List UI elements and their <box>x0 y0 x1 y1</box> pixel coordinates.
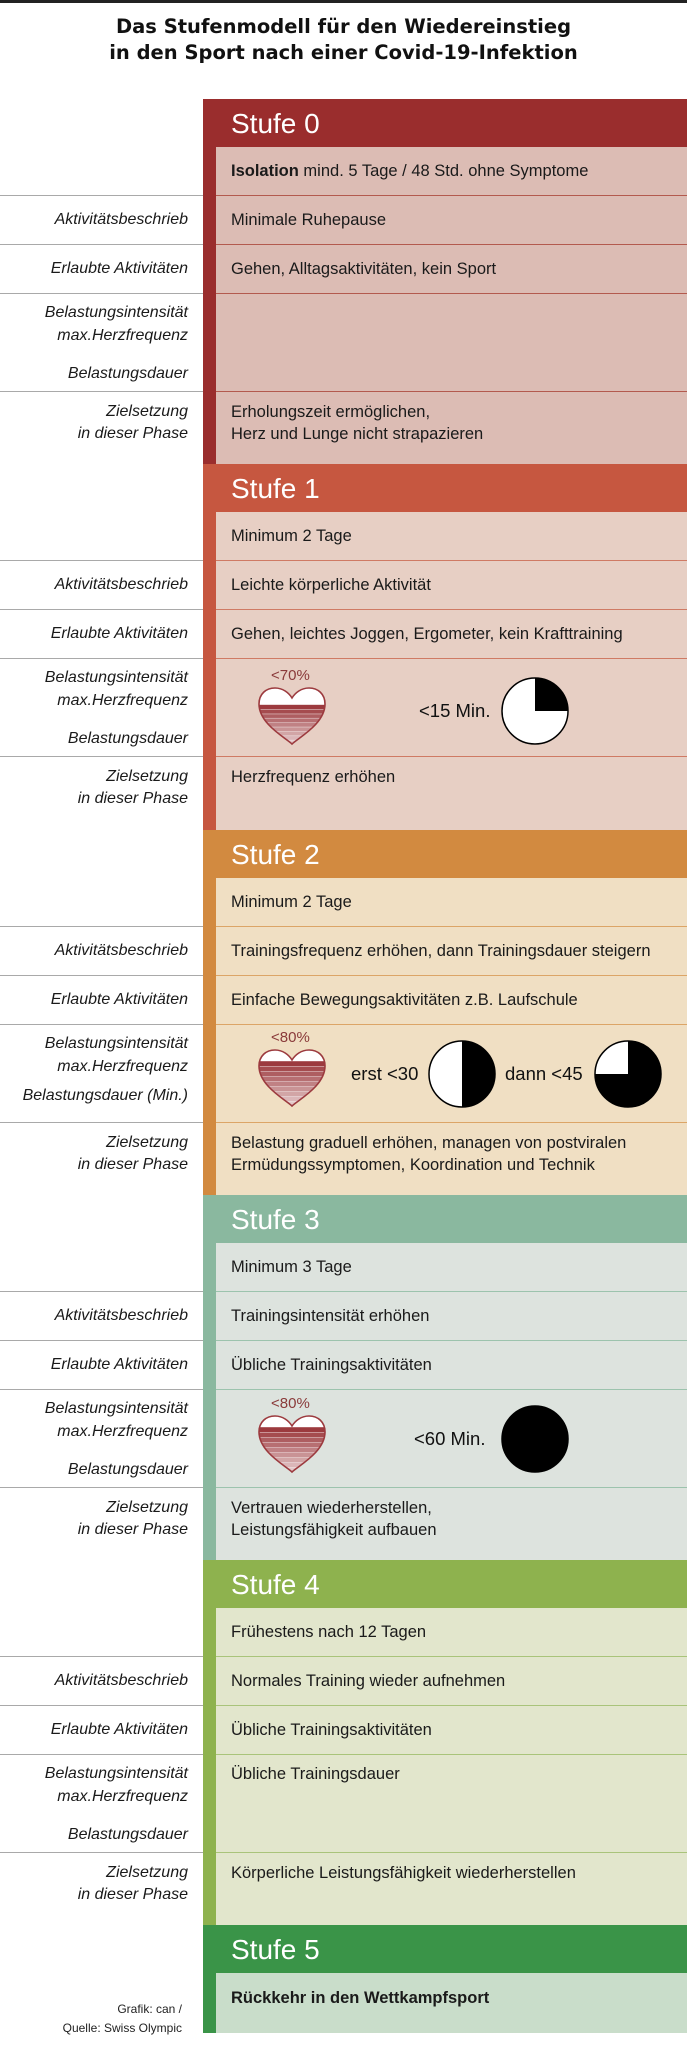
stage-0-duration-rest: mind. 5 Tage / 48 Std. ohne Symptome <box>298 162 589 180</box>
label-divider <box>0 1852 203 1853</box>
stage-4 <box>0 1560 687 1925</box>
label-activity: Aktivitätsbeschrieb <box>54 211 188 228</box>
stage-4-activity: Normales Training wieder aufnehmen <box>231 1672 506 1690</box>
stage-3 <box>0 1195 687 1560</box>
stage-1 <box>0 464 687 830</box>
stage-2-header <box>203 830 687 878</box>
row-divider <box>216 195 687 196</box>
label-divider <box>0 195 203 196</box>
label-intensity: Belastungsintensität <box>44 669 188 686</box>
stage-5-title: Stufe 5 <box>231 1934 320 1965</box>
stage-4-bar <box>203 1560 216 1925</box>
stage-1-allowed: Gehen, leichtes Joggen, Ergometer, kein Krafttraining <box>231 625 623 643</box>
row-divider <box>216 293 687 294</box>
stage-3-time: <60 Min. <box>414 1428 486 1449</box>
heart-fill-band <box>256 1457 328 1462</box>
clock-fill <box>535 678 568 711</box>
stage-5-text <box>231 1987 489 2009</box>
label-divider <box>0 926 203 927</box>
row-divider <box>216 1852 687 1853</box>
label-goal: Zielsetzung <box>106 1864 188 1881</box>
row-divider <box>216 1389 687 1390</box>
stage-1-time: <15 Min. <box>419 700 491 721</box>
label-duration: Belastungsdauer <box>67 1461 188 1478</box>
stage-2-goal-line-2: Ermüdungssymptomen, Koordination und Technik <box>231 1156 595 1174</box>
stage-4-header <box>203 1560 687 1608</box>
stage-2-heart-percent: <80% <box>271 1029 310 1046</box>
stage-5-text-bold: Rückkehr in den Wettkampfsport <box>231 1989 490 2007</box>
label-allowed: Erlaubte Aktivitäten <box>50 1356 188 1373</box>
row-divider <box>216 560 687 561</box>
clock-fill <box>462 1041 495 1107</box>
label-goal-phase: in dieser Phase <box>77 1521 188 1538</box>
stage-0-allowed: Gehen, Alltagsaktivitäten, kein Sport <box>231 260 497 278</box>
label-divider <box>0 1754 203 1755</box>
clock-icon <box>593 1039 663 1109</box>
label-duration: Belastungsdauer <box>67 1826 188 1843</box>
label-activity: Aktivitätsbeschrieb <box>54 942 188 959</box>
label-allowed: Erlaubte Aktivitäten <box>50 260 188 277</box>
heart-icon <box>256 1046 328 1110</box>
heart-fill-band <box>256 1096 328 1101</box>
label-heart-rate: max.Herzfrequenz <box>57 1058 188 1075</box>
stage-0 <box>0 99 687 464</box>
stage-0-goal-line-1: Erholungszeit ermöglichen, <box>231 403 431 421</box>
title-line-1: Das Stufenmodell für den Wiedereinstieg <box>115 15 572 38</box>
row-divider <box>216 658 687 659</box>
label-divider <box>0 1122 203 1123</box>
stage-0-activity: Minimale Ruhepause <box>231 211 387 229</box>
stage-2-title: Stufe 2 <box>231 839 320 870</box>
stage-3-bar <box>203 1195 216 1560</box>
label-divider <box>0 293 203 294</box>
label-intensity: Belastungsintensität <box>44 1765 188 1782</box>
stage-2-duration: Minimum 2 Tage <box>231 893 352 911</box>
stage-1-bar <box>203 464 216 830</box>
stage-1-title: Stufe 1 <box>231 473 320 504</box>
stage-4-duration: Frühestens nach 12 Tagen <box>231 1623 427 1641</box>
label-heart-rate: max.Herzfrequenz <box>57 1423 188 1440</box>
label-intensity: Belastungsintensität <box>44 1400 188 1417</box>
label-goal: Zielsetzung <box>106 403 188 420</box>
label-divider <box>0 1340 203 1341</box>
stage-3-header <box>203 1195 687 1243</box>
label-heart-rate: max.Herzfrequenz <box>57 327 188 344</box>
clock-fill <box>502 1406 568 1472</box>
stage-3-title: Stufe 3 <box>231 1204 320 1235</box>
page-title <box>0 14 687 66</box>
label-divider <box>0 244 203 245</box>
clock-icon <box>427 1039 497 1109</box>
heart-fill-band <box>256 1076 328 1081</box>
heart-fill-band <box>256 1091 328 1096</box>
label-divider <box>0 1705 203 1706</box>
stage-1-heart-percent: <70% <box>271 667 310 684</box>
credit-line-2: Quelle: Swiss Olympic <box>62 2021 182 2035</box>
title-line-2: in den Sport nach einer Covid-19-Infektion <box>109 41 578 64</box>
label-goal-phase: in dieser Phase <box>77 790 188 807</box>
row-divider <box>216 926 687 927</box>
stage-3-goal-line-2: Leistungsfähigkeit aufbauen <box>231 1521 437 1539</box>
label-divider <box>0 609 203 610</box>
stage-1-activity: Leichte körperliche Aktivität <box>231 576 431 594</box>
stage-3-duration: Minimum 3 Tage <box>231 1258 352 1276</box>
label-divider <box>0 1024 203 1025</box>
stage-2 <box>0 830 687 1195</box>
heart-fill-band <box>256 1086 328 1091</box>
label-intensity: Belastungsintensität <box>44 1035 188 1052</box>
stage-0-header <box>203 99 687 147</box>
label-duration: Belastungsdauer <box>67 365 188 382</box>
row-divider <box>216 756 687 757</box>
row-divider <box>216 1487 687 1488</box>
stage-2-time-first: erst <30 <box>351 1063 419 1084</box>
label-goal-phase: in dieser Phase <box>77 425 188 442</box>
label-allowed: Erlaubte Aktivitäten <box>50 625 188 642</box>
label-divider <box>0 560 203 561</box>
stage-4-title: Stufe 4 <box>231 1569 320 1600</box>
stage-5-header <box>203 1925 687 1973</box>
label-allowed: Erlaubte Aktivitäten <box>50 991 188 1008</box>
credit <box>63 2000 182 2038</box>
heart-icon <box>256 1412 328 1476</box>
label-goal-phase: in dieser Phase <box>77 1886 188 1903</box>
label-duration-min: Belastungsdauer (Min.) <box>22 1087 188 1104</box>
row-divider <box>216 1122 687 1123</box>
clock-icon <box>500 1404 570 1474</box>
label-activity: Aktivitätsbeschrieb <box>54 576 188 593</box>
row-divider <box>216 1754 687 1755</box>
stage-4-goal-line-1: Körperliche Leistungsfähigkeit wiederherstellen <box>231 1864 576 1882</box>
heart-fill-band <box>256 1432 328 1437</box>
row-divider <box>216 1340 687 1341</box>
stage-2-goal-line-1: Belastung graduell erhöhen, managen von postviralen <box>231 1134 627 1152</box>
stage-1-duration: Minimum 2 Tage <box>231 527 352 545</box>
stage-0-title: Stufe 0 <box>231 108 320 139</box>
row-divider <box>216 391 687 392</box>
label-heart-rate: max.Herzfrequenz <box>57 692 188 709</box>
heart-fill-band <box>256 1427 328 1432</box>
heart-icon <box>256 684 328 748</box>
stage-0-goal-line-2: Herz und Lunge nicht strapazieren <box>231 425 484 443</box>
label-heart-rate: max.Herzfrequenz <box>57 1788 188 1805</box>
heart-fill-band <box>256 1452 328 1457</box>
row-divider <box>216 1291 687 1292</box>
stage-3-goal-line-1: Vertrauen wiederherstellen, <box>231 1499 432 1517</box>
heart-fill-band <box>256 705 328 710</box>
label-divider <box>0 658 203 659</box>
label-goal-phase: in dieser Phase <box>77 1156 188 1173</box>
top-rule <box>0 0 687 3</box>
heart-fill-band <box>256 1442 328 1447</box>
label-divider <box>0 975 203 976</box>
label-duration: Belastungsdauer <box>67 730 188 747</box>
heart-fill-band <box>256 1066 328 1071</box>
label-divider <box>0 1389 203 1390</box>
label-activity: Aktivitätsbeschrieb <box>54 1672 188 1689</box>
clock-icon <box>500 676 570 746</box>
stage-4-allowed: Übliche Trainingsaktivitäten <box>231 1721 432 1739</box>
row-divider <box>216 244 687 245</box>
stage-2-activity: Trainingsfrequenz erhöhen, dann Trainingsdauer steigern <box>231 942 651 960</box>
credit-line-1: Grafik: can / <box>117 2002 182 2016</box>
row-divider <box>216 1656 687 1657</box>
label-divider <box>0 1487 203 1488</box>
label-divider <box>0 1656 203 1657</box>
heart-fill-band <box>256 1437 328 1442</box>
row-divider <box>216 1024 687 1025</box>
stage-2-bar <box>203 830 216 1195</box>
label-goal: Zielsetzung <box>106 1499 188 1516</box>
heart-fill-band <box>256 1071 328 1076</box>
label-intensity: Belastungsintensität <box>44 304 188 321</box>
label-allowed: Erlaubte Aktivitäten <box>50 1721 188 1738</box>
stage-3-heart-percent: <80% <box>271 1395 310 1412</box>
stage-3-activity: Trainingsintensität erhöhen <box>231 1307 430 1325</box>
stage-2-time-then: dann <45 <box>505 1063 583 1084</box>
stage-0-duration-bold: Isolation <box>231 162 299 180</box>
row-divider <box>216 609 687 610</box>
label-divider <box>0 1291 203 1292</box>
stage-1-goal-line-1: Herzfrequenz erhöhen <box>231 768 396 786</box>
label-activity: Aktivitätsbeschrieb <box>54 1307 188 1324</box>
row-divider <box>216 975 687 976</box>
stage-3-allowed: Übliche Trainingsaktivitäten <box>231 1356 432 1374</box>
label-goal: Zielsetzung <box>106 768 188 785</box>
row-divider <box>216 1705 687 1706</box>
stage-2-allowed: Einfache Bewegungsaktivitäten z.B. Laufschule <box>231 991 578 1009</box>
heart-fill-band <box>256 1462 328 1467</box>
heart-fill-band <box>256 1061 328 1066</box>
label-divider <box>0 756 203 757</box>
label-divider <box>0 391 203 392</box>
stage-1-header <box>203 464 687 512</box>
stage-0-duration <box>231 160 588 182</box>
stage-4-intensity: Übliche Trainingsdauer <box>231 1765 400 1783</box>
stage-0-bar <box>203 99 216 464</box>
label-goal: Zielsetzung <box>106 1134 188 1151</box>
